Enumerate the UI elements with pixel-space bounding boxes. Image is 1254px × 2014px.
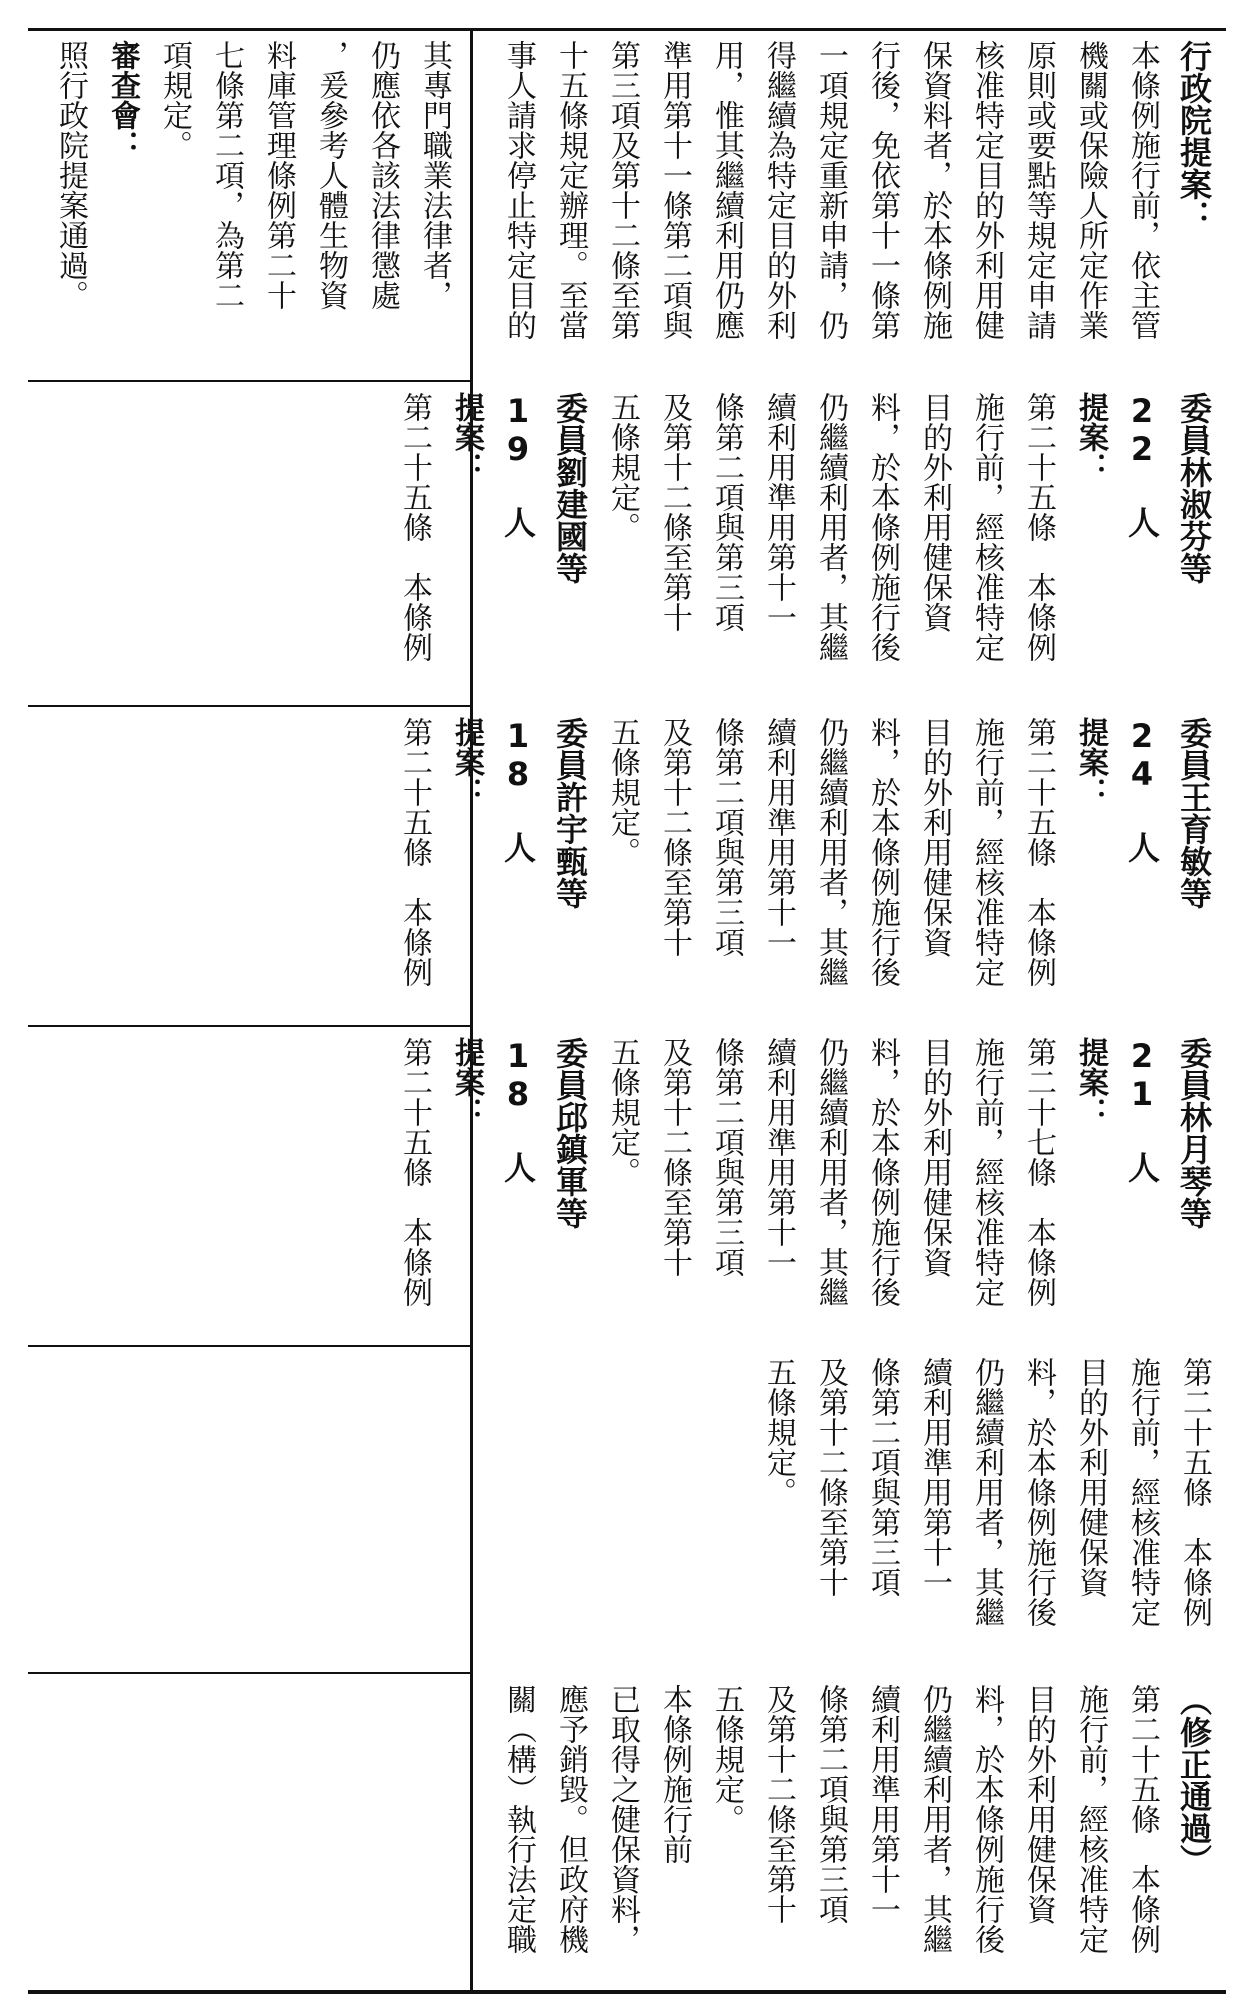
- text-line: 目的外利用健保資: [917, 392, 952, 632]
- text-line: 本條例施行前: [657, 1684, 692, 1864]
- legislator-proposal-cell: [397, 717, 1220, 1017]
- proposal-label: 提案：: [1073, 1037, 1108, 1127]
- text-line: 保資料者，於本條例施: [917, 40, 952, 340]
- text-line: 料，於本條例施行後: [865, 1037, 900, 1307]
- proposer-heading: 委員許宇甄等 18 人: [499, 717, 589, 909]
- text-line: 其專門職業法律者，: [417, 40, 452, 310]
- proposal-label: 提案：: [449, 1037, 484, 1127]
- text-line: 施行前，經核准特定: [1073, 1684, 1108, 1954]
- section-heading: 行政院提案：: [1175, 40, 1213, 232]
- text-line: 續利用準用第十一: [761, 1037, 796, 1277]
- text-line: 條第二項與第三項: [865, 1357, 900, 1597]
- text-line: 事人請求停止特定目的: [501, 40, 536, 340]
- text-line: 本條例施行前，依主管: [1125, 40, 1160, 340]
- text-line: 續利用準用第十一: [917, 1357, 952, 1597]
- row-divider-4: [28, 1345, 473, 1347]
- text-line: 第二十五條 本條例: [397, 392, 432, 662]
- text-line: 仍應依各該法律懲處: [365, 40, 400, 310]
- text-line: 五條規定。: [605, 717, 640, 867]
- text-line: 及第十二條至第十: [761, 1684, 796, 1924]
- amendment-status: （修正通過）: [1175, 1684, 1213, 1876]
- text-line: 條第二項與第三項: [709, 1037, 744, 1277]
- text-line: 施行前，經核准特定: [969, 1037, 1004, 1307]
- text-line: 第二十五條 本條例: [1021, 717, 1056, 987]
- text-line: 仍繼續利用者，其繼: [969, 1357, 1004, 1627]
- review-heading: 審查會：: [105, 40, 140, 160]
- text-line: 行後，免依第十一條第: [865, 40, 900, 340]
- text-line: 目的外利用健保資: [1073, 1357, 1108, 1597]
- explanation-cell: [40, 40, 460, 370]
- text-line: 續利用準用第十一: [761, 717, 796, 957]
- text-line: 用，惟其繼續利用仍應: [709, 40, 744, 340]
- text-line: 機關或保險人所定作業: [1073, 40, 1108, 340]
- text-line: 續利用準用第十一: [865, 1684, 900, 1924]
- text-line: 得繼續為特定目的外利: [761, 40, 796, 340]
- text-line: 關（構）執行法定職: [501, 1684, 536, 1954]
- text-line: 原則或要點等規定申請: [1021, 40, 1056, 340]
- bottom-border: [28, 1990, 1226, 1994]
- text-line: 第二十五條 本條例: [1021, 392, 1056, 662]
- text-line: 第二十五條 本條例: [397, 717, 432, 987]
- text-line: 及第十二條至第十: [657, 717, 692, 957]
- text-line: 五條規定。: [605, 1037, 640, 1187]
- text-line: 條第二項與第三項: [813, 1684, 848, 1924]
- legislator-proposal-cell: [397, 392, 1220, 697]
- text-line: 仍繼續利用者，其繼: [813, 392, 848, 662]
- text-line: 施行前，經核准特定: [969, 717, 1004, 987]
- text-line: 料庫管理條例第二十: [261, 40, 296, 310]
- text-line: 料，於本條例施行後: [969, 1684, 1004, 1954]
- proposer-heading: 委員王育敏等 24 人: [1123, 717, 1213, 909]
- text-line: 準用第十一條第二項與: [657, 40, 692, 340]
- proposer-heading: 委員劉建國等 19 人: [499, 392, 589, 584]
- legislator-proposal-cell: [397, 1037, 1220, 1337]
- text-line: 核准特定目的外利用健: [969, 40, 1004, 340]
- text-line: 料，於本條例施行後: [865, 717, 900, 987]
- amended-text-cell: [480, 1684, 1220, 1984]
- row-divider-2: [28, 705, 473, 707]
- text-line: 第二十五條 本條例: [397, 1037, 432, 1307]
- text-line: 及第十二條至第十: [657, 1037, 692, 1277]
- proposal-label: 提案：: [449, 717, 484, 807]
- proposer-heading: 委員林淑芬等 22 人: [1123, 392, 1213, 584]
- text-line: 仍繼續利用者，其繼: [813, 1037, 848, 1307]
- text-line: 仍繼續利用者，其繼: [813, 717, 848, 987]
- row-divider-3: [28, 1025, 473, 1027]
- text-line: 已取得之健保資料，: [605, 1684, 640, 1954]
- text-line: 及第十二條至第十: [657, 392, 692, 632]
- text-line: 條第二項與第三項: [709, 392, 744, 632]
- text-line: 五條規定。: [709, 1684, 744, 1834]
- proposal-label: 提案：: [1073, 392, 1108, 482]
- text-line: 十五條規定辦理。至當: [553, 40, 588, 340]
- row-divider-1: [28, 380, 473, 382]
- row-divider-5: [28, 1672, 473, 1674]
- text-line: 第二十五條 本條例: [1125, 1684, 1160, 1954]
- text-line: 續利用準用第十一: [761, 392, 796, 632]
- text-line: 七條第二項，為第二: [209, 40, 244, 310]
- executive-yuan-cell: [480, 40, 1220, 370]
- text-line: 第二十七條 本條例: [1021, 1037, 1056, 1307]
- text-line: 五條規定。: [605, 392, 640, 542]
- text-line: 及第十二條至第十: [813, 1357, 848, 1597]
- proposal-label: 提案：: [449, 392, 484, 482]
- text-line: 施行前，經核准特定: [969, 392, 1004, 662]
- text-line: 施行前，經核准特定: [1125, 1357, 1160, 1627]
- proposal-label: 提案：: [1073, 717, 1108, 807]
- text-line: 料，於本條例施行後: [1021, 1357, 1056, 1627]
- text-line: 目的外利用健保資: [1021, 1684, 1056, 1924]
- proposer-heading: 委員林月琴等 21 人: [1123, 1037, 1213, 1229]
- proposer-heading: 委員邱鎮軍等 18 人: [499, 1037, 589, 1229]
- text-line: 項規定。: [157, 40, 192, 160]
- text-line: 目的外利用健保資: [917, 1037, 952, 1277]
- review-text: 照行政院提案通過。: [53, 40, 88, 310]
- text-line: 第三項及第十二條至第: [605, 40, 640, 340]
- text-line: 第二十五條 本條例: [1177, 1357, 1212, 1627]
- text-line: 應予銷毀。但政府機: [553, 1684, 588, 1954]
- text-line: 目的外利用健保資: [917, 717, 952, 957]
- text-line: 仍繼續利用者，其繼: [917, 1684, 952, 1954]
- text-line: 一項規定重新申請，仍: [813, 40, 848, 340]
- text-line: 料，於本條例施行後: [865, 392, 900, 662]
- text-line: 五條規定。: [761, 1357, 796, 1507]
- current-law-cell: [480, 1357, 1220, 1664]
- text-line: ，爰參考人體生物資: [313, 40, 348, 310]
- text-line: 條第二項與第三項: [709, 717, 744, 957]
- top-border: [28, 28, 1226, 31]
